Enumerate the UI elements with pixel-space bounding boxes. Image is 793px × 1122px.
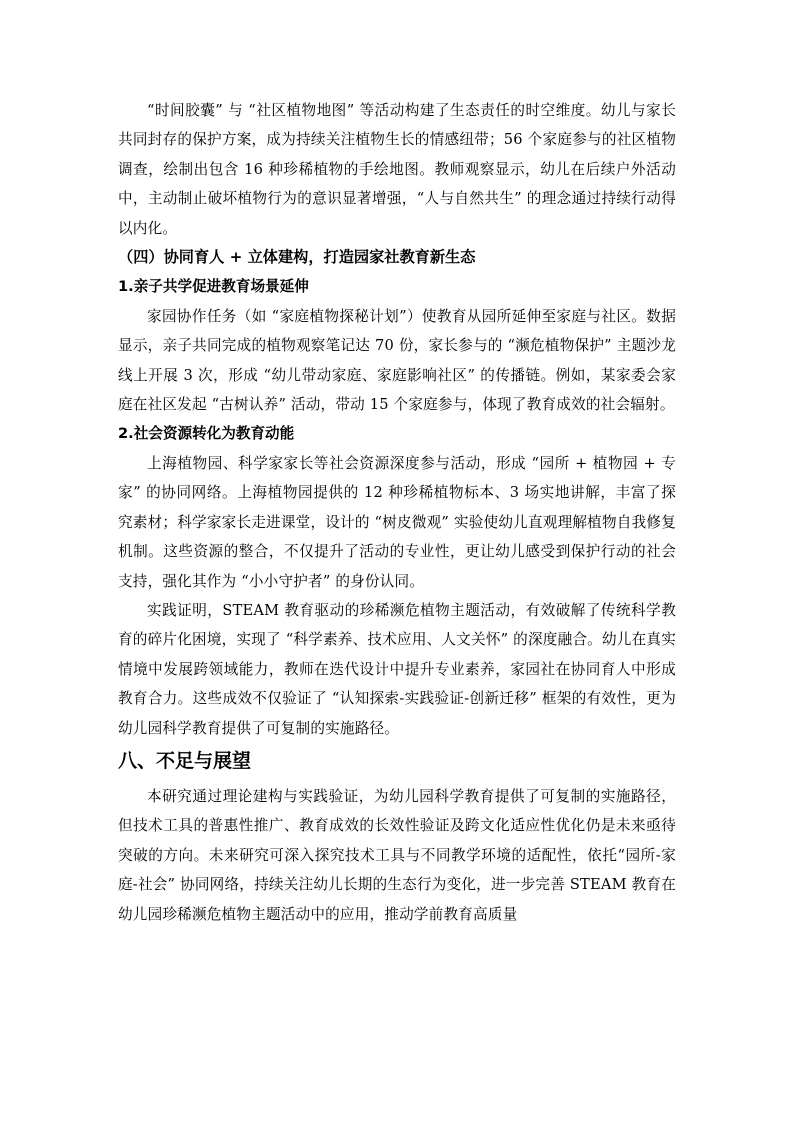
section-heading-8: 八、不足与展望 [118, 749, 252, 772]
paragraph-continued: “时间胶囊” 与 “社区植物地图” 等活动构建了生态责任的时空维度。幼儿与家长共同封存的保护方案，成为持续关注植物生长的情感纽带；56 个家庭参与的社区植物调查，绘制出包含 16 种珍稀植物的手绘地图。教师观察显示，幼儿在后续户外活动中，主动制止破坏植物行为的意识显著增强，“人与自然共生” 的理念通过持续行动得以内化。 [118, 102, 676, 237]
paragraph-sub2: 上海植物园、科学家家长等社会资源深度参与活动，形成 “园所 + 植物园 + 专家” 的协同网络。上海植物园提供的 12 种珍稀植物标本、3 场实地讲解，丰富了探究素材；科学家家长走进课堂，设计的 “树皮微观” 实验使幼儿直观理解植物自我修复机制。这些资源的整合，不仅提升了活动的专业性，更让幼儿感受到保护行动的社会支持，强化其作为 “小小守护者” 的身份认同。 [118, 454, 676, 590]
paragraph-sub1: 家园协作任务（如 “家庭植物探秘计划”）使教育从园所延伸至家庭与社区。数据显示，亲子共同完成的植物观察笔记达 70 份，家长参与的 “濒危植物保护” 主题沙龙线上开展 3 次，形成 “幼儿带动家庭、家庭影响社区” 的传播链。例如，某家委会家庭在社区发起 “古树认养” 活动，带动 15 个家庭参与，体现了教育成效的社会辐射。 [118, 307, 676, 414]
paragraph-section8: 本研究通过理论建构与实践验证，为幼儿园科学教育提供了可复制的实施路径，但技术工具的普惠性推广、教育成效的长效性验证及跨文化适应性优化仍是未来亟待突破的方向。未来研究可深入探究技术工具与不同教学环境的适配性，依托“园所-家庭-社会” 协同网络，持续关注幼儿长期的生态行为变化，进一步完善 STEAM 教育在幼儿园珍稀濒危植物主题活动中的应用，推动学前教育高质量 [118, 787, 676, 923]
document-body [118, 96, 676, 929]
paragraph-summary: 实践证明，STEAM 教育驱动的珍稀濒危植物主题活动，有效破解了传统科学教育的碎片化困境，实现了 “科学素养、技术应用、人文关怀” 的深度融合。幼儿在真实情境中发展跨领域能力，教师在迭代设计中提升专业素养，家园社在协同育人中形成教育合力。这些成效不仅验证了 “认知探索-实践验证-创新迁移” 框架的有效性，更为幼儿园科学教育提供了可复制的实施路径。 [118, 601, 676, 737]
section-heading-4: （四）协同育人 + 立体建构，打造园家社教育新生态 [118, 248, 476, 267]
subheading-1: 1.亲子共学促进教育场景延伸 [118, 278, 309, 296]
subheading-2: 2.社会资源转化为教育动能 [118, 425, 295, 443]
